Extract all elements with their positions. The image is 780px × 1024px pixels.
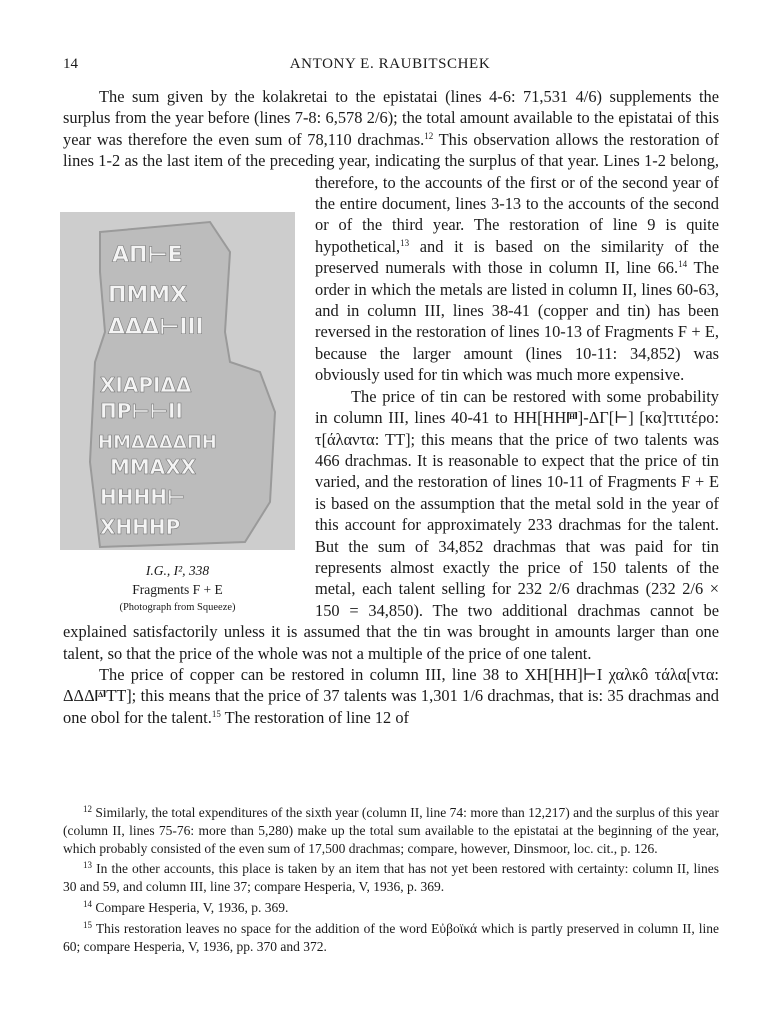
inscription-line-4: ΧΙΑΡΙΔΔ (100, 373, 192, 397)
footnote-ref-12: 12 (424, 130, 434, 141)
footnote-ref-15: 15 (211, 708, 221, 719)
figure-caption (60, 561, 295, 616)
figure (60, 212, 295, 616)
inscription-line-2: ΠΜΜΧ (108, 283, 188, 308)
running-head: ANTONY E. RAUBITSCHEK (289, 56, 491, 72)
caption-note: (Photograph from Squeeze) (119, 602, 236, 613)
paragraph-3 (63, 664, 719, 728)
inscription-line-8: ΗΗΗΗ⊢ (100, 485, 186, 509)
page-number: 14 (63, 56, 78, 72)
footnote-15: $^{15}$ This restoration leaves no space for the addition of the word Εὐβοϊκά which is partly preserved in column II, line 60; compare Hesperia, V, 1936, pp. 370 and 372. (63, 919, 719, 954)
paragraph-1-text-c: and it is based on the similarity of the preserved numerals with those in column II, line 66. (315, 236, 719, 278)
footnote-ref-13: 13 (400, 237, 410, 248)
footnote-12: $^{12}$ Similarly, the total expenditures of the sixth year (column II, line 74: more than 12,217) and the surplus of this year (column II, lines 75-76: more than 5,280) make up the total sum available to the epistatai at the beginning of the year, which probably consisted of the even sum of 17,500 drachmas; compare, however, Dinsmoor, loc. cit., p. 126. (63, 804, 719, 856)
footnotes (63, 801, 719, 955)
inscription-line-9: ΧΗΗΗΡ (100, 515, 181, 539)
paragraph-1-text-b: This observation allows the restoration of lines 1-2 as the last item of the preceding year, indicating the surplus of that year. Lines 1-2 belong, therefore, to the accounts of the first or of the second year of the entire document, lines 3-13 to the accounts of the second or of the third year. The restoration of line 9 is quite hypothetical, (63, 129, 719, 256)
inscription-line-7: ΜΜΑΧΧ (110, 455, 197, 479)
paragraph-3-text-b: The restoration of line 12 of (220, 707, 409, 727)
caption-reference: I.G., I², 338 (145, 563, 210, 578)
inscription-line-3: ΔΔΔ⊢ΙΙΙ (108, 315, 204, 340)
paragraph-1-text-a: The sum given by the kolakretai to the epistatai (lines 4-6: 71,531 4/6) supplements the surplus from the year before (lines 7-8: 6,578 2/6); the total amount available to the epistatai of this year was therefore the even sum of 78,110 drachmas. (63, 87, 719, 149)
inscription-line-1: ΑΠ⊢Ε (112, 243, 183, 268)
caption-title: Fragments F + E (132, 582, 223, 597)
inscription-line-6: ΗΜΔΔΔΔΠΗ (98, 432, 217, 453)
inscription-line-5: ΠΡ⊢⊢ΙΙ (100, 399, 183, 423)
paragraph-1-text-d: The order in which the metals are listed in column II, lines 60-63, and in column III, lines 38-41 (copper and tin) has been reversed in the restoration of lines 10-13 of Fragments F + E, because the larger amount (lines 10-11: 34,852) was obviously used for tin which was much more expensive. (315, 258, 719, 385)
inscription-squeeze-image (60, 212, 295, 550)
paragraph-3-text-a: The price of copper can be restored in column III, line 38 to ΧΗ[ΗΗ]⊢Ι χαλκô τάλα[ντα: ΔΔΔ𐅄ΤΤ]; this means that the price of 37 talents was 1,301 1/6 drachmas, that is: 35 drachmas and one obol for the talent. (63, 664, 719, 727)
footnote-13: $^{13}$ In the other accounts, this place is taken by an item that has not yet been restored with certainty: column II, lines 30 and 59, and column III, line 37; compare Hesperia, V, 1936, p. 369. (63, 860, 719, 895)
footnote-ref-14: 14 (678, 259, 688, 270)
squeeze-photograph (60, 212, 295, 550)
footnote-14: $^{14}$ Compare Hesperia, V, 1936, p. 369. (83, 898, 289, 915)
paragraph-2: The price of tin can be restored with some probability in column III, lines 40-41 to ΗΗ[ΗΗ𐅅]-ΔΓ[⊢] [κα]ττιτέρο: τ[άλαντα: ΤΤ]; this means that the price of two talents was 466 drachmas. It is reasonable to expect that the price of tin varied, and the restoration of lines 10-11 of Fragments F + E is based on the assumption that the metal sold in the year of this account for approximately 233 drachmas for the talent. But the sum of 34,852 drachmas that was paid for tin represents almost exactly the price of 150 talents of the metal, each talent selling for 232 2/6 drachmas (232 2/6 × 150 = 34,850). The two additional drachmas cannot be explained satisfactorily unless it is assumed that the tin was brought in amounts larger than one talent, so that the price of the whole was not a multiple of the price of one talent. (63, 386, 719, 663)
